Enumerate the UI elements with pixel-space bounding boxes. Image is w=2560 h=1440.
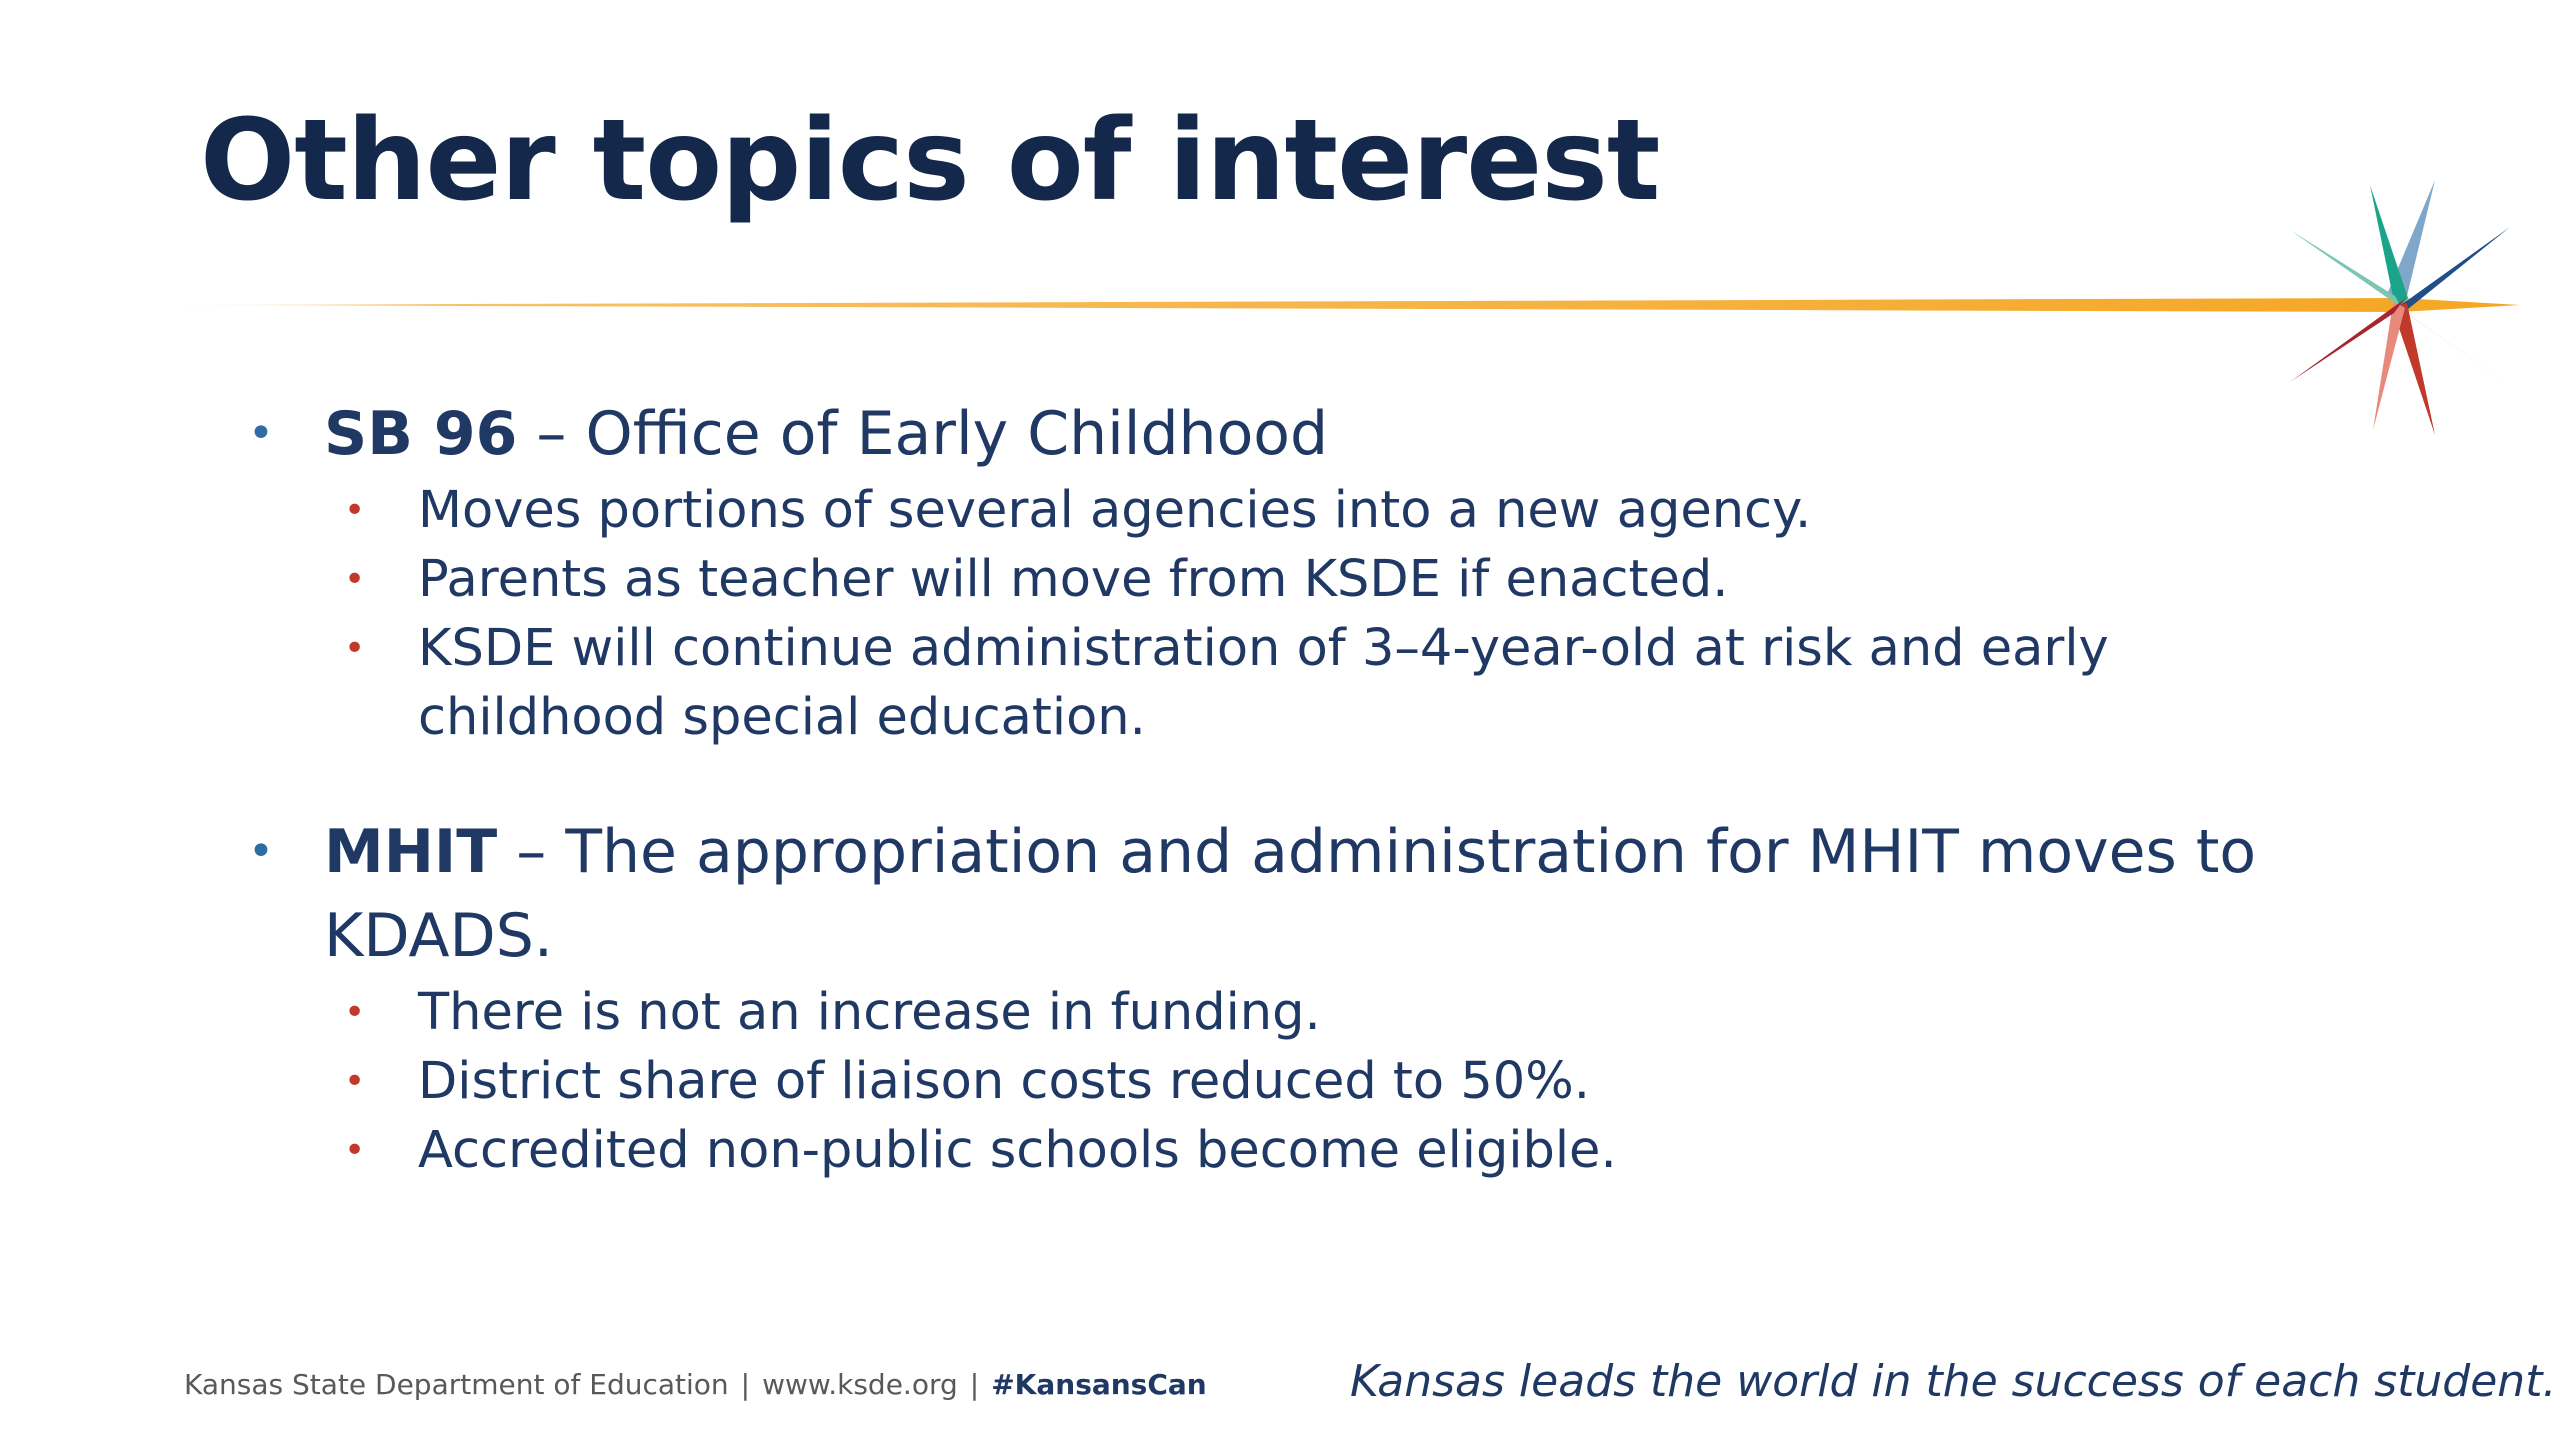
footer-separator: | [740,1368,751,1401]
sub-bullet-text: District share of liaison costs reduced to 50%. [418,1052,1590,1111]
slide-content [248,392,2368,1185]
bullet-mhit [248,810,2368,978]
footer-hashtag: #KansansCan [991,1368,1207,1401]
sub-bullet-dot: • [344,559,366,600]
sub-bullet-text: Accredited non-public schools become eligible. [418,1121,1617,1180]
slide-title: Other topics of interest [200,96,1660,226]
footer-separator: | [969,1368,980,1401]
sub-bullet [248,545,2368,614]
bullet-sb96 [248,392,2368,476]
sub-bullet-dot: • [344,1130,366,1171]
bullet-bold-label: SB 96 [324,399,518,469]
sub-bullet-text: Moves portions of several agencies into a new agency. [418,481,1812,540]
sub-bullet [248,978,2368,1047]
bullet-dot: • [248,826,274,877]
sub-bullet-dot: • [344,628,366,669]
bullet-dot: • [248,408,274,459]
sub-bullet-dot: • [344,1061,366,1102]
sub-bullet-text: There is not an increase in funding. [418,983,1321,1042]
footer-org-info [184,1368,1207,1401]
footer-tagline: Kansas leads the world in the success of each student. [1350,1356,2557,1407]
sub-bullet [248,1116,2368,1185]
sub-bullet [248,1047,2368,1116]
footer-url-link[interactable]: www.ksde.org [762,1368,958,1401]
footer-org-name: Kansas State Department of Education [184,1368,729,1401]
bullet-text: – Office of Early Childhood [517,399,1329,469]
bullet-bold-label: MHIT [324,817,498,887]
sub-bullet [248,614,2368,752]
sub-bullet [248,476,2368,545]
sub-bullet-dot: • [344,992,366,1033]
sub-bullet-text: Parents as teacher will move from KSDE if enacted. [418,550,1729,609]
bullet-text: – The appropriation and administration for MHIT moves to KDADS. [324,817,2257,971]
sub-bullet-dot: • [344,490,366,531]
sub-bullet-text: KSDE will continue administration of 3–4-year-old at risk and early childhood special education. [418,619,2109,747]
